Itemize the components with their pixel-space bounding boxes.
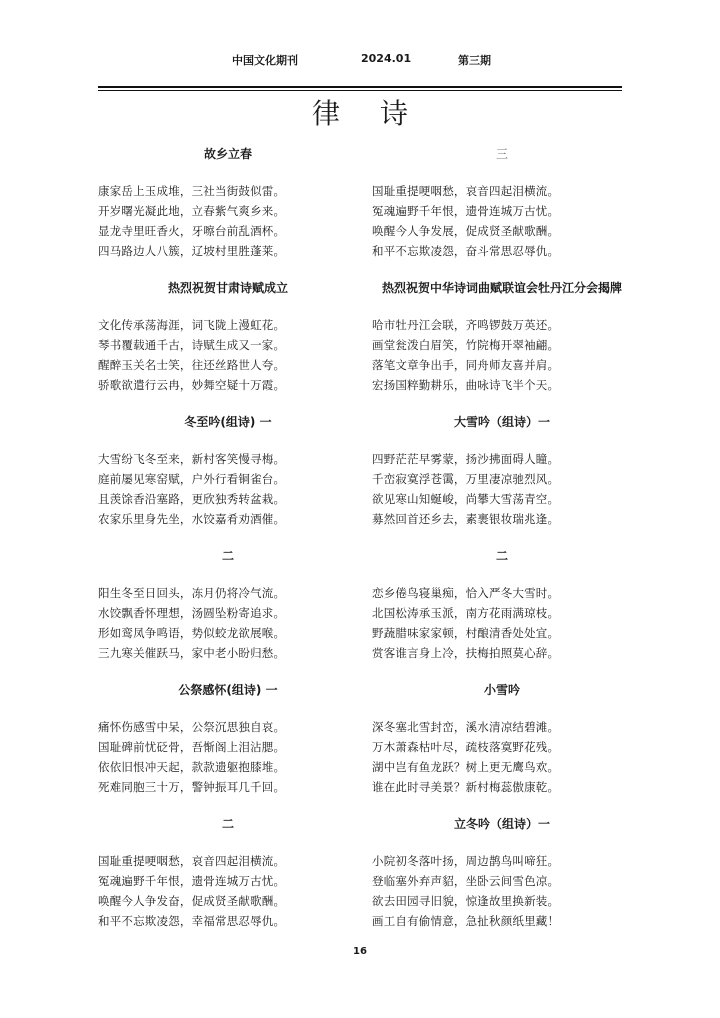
poem-line: 哈市牡丹江会联，齐鸣锣鼓万英还。 — [372, 318, 560, 332]
poem-section — [372, 681, 632, 815]
poem-title: 公祭感怀(组诗) 一 — [178, 683, 278, 697]
poem-line: 唤醒今人争发展，促成贤圣献歌酬。 — [372, 224, 560, 238]
poem-title: 故乡立春 — [203, 147, 252, 161]
poem-line: 千峦寂寞浮苍霭，万里凄凉驰烈风。 — [372, 472, 560, 486]
poem-line: 宏扬国粹勤耕乐，曲咏诗飞半个天。 — [372, 378, 560, 392]
poem-line: 显龙寺里旺香火，牙嚓台前乱酒杯。 — [98, 224, 286, 238]
left-column — [98, 145, 358, 949]
poem-body — [98, 717, 378, 797]
poem-line: 北国松涛承玉派，南方花雨满琼枝。 — [372, 606, 560, 620]
poem-title: 三 — [495, 147, 508, 161]
poem-line: 农家乐里身先坐，水饺嘉肴劝酒催。 — [98, 512, 286, 526]
poem-line: 冤魂遍野千年恨，遗骨连城万古忧。 — [372, 204, 560, 218]
poem-line: 画堂瓮泼白眉笑，竹院梅开翠袖翩。 — [372, 338, 560, 352]
poem-line: 唤醒今人争发奋，促成贤圣献歌酬。 — [98, 894, 286, 908]
poem-line: 赏客谁言身上冷，扶梅拍照莫心辞。 — [372, 646, 560, 660]
poem-body — [372, 181, 652, 261]
poem-body — [98, 315, 378, 395]
poem-line: 国耻重提哽咽愁，哀音四起泪横流。 — [98, 854, 286, 868]
poem-body — [372, 851, 652, 931]
poem-line: 小院初冬落叶扬，周边鹊鸟叫啼狂。 — [372, 854, 560, 868]
poem-line: 文化传承荡海涯，词飞陇上漫虹花。 — [98, 318, 286, 332]
poem-line: 深冬塞北雪封峦，溪水清凉结碧滩。 — [372, 720, 560, 734]
poem-line: 庭前屡见寒窑赋，户外行看铜雀台。 — [98, 472, 286, 486]
poem-line: 醒醉玉关名士笑，往还丝路世人夸。 — [98, 358, 286, 372]
poem-section — [98, 279, 358, 413]
poem-body — [372, 583, 652, 663]
poem-title: 二 — [221, 549, 234, 563]
poem-line: 和平不忘欺凌怨，幸福常思忍辱仇。 — [98, 914, 286, 928]
poem-line: 骄歌欲遣行云冉，妙舞空疑十万霞。 — [98, 378, 286, 392]
poem-line: 死难同胞三十万，警钟振耳几千回。 — [98, 780, 286, 794]
poem-line: 阳生冬至日回头，冻月仍将冷气流。 — [98, 586, 286, 600]
poem-body — [98, 851, 378, 931]
poem-line: 登临塞外弃声貂，坐卧云间雪色凉。 — [372, 874, 560, 888]
poem-line: 开岁曙光凝此地，立春紫气爽乡来。 — [98, 204, 286, 218]
poem-line: 万木萧森枯叶尽，疏枝落寞野花残。 — [372, 740, 560, 754]
right-column — [372, 145, 632, 949]
poem-line: 四马路边人八簇，辽坡村里胜蓬莱。 — [98, 244, 286, 258]
poem-line: 三九寒关催跃马，家中老小盼归愁。 — [98, 646, 286, 660]
poem-line: 琴书覆载通千古，诗赋生成又一家。 — [98, 338, 286, 352]
poem-section — [98, 145, 358, 279]
poem-line: 且羡馀香沿塞路，更欣独秀转盆栽。 — [98, 492, 286, 506]
poem-section — [98, 815, 358, 949]
poem-section — [98, 681, 358, 815]
poem-line: 欲见寒山知蜒峻，尚攀大雪荡青空。 — [372, 492, 560, 506]
poem-line: 湖中岂有鱼龙跃？树上更无鹰鸟欢。 — [372, 760, 560, 774]
poem-line: 形如鸾凤争鸣语，势似蛟龙欲展喉。 — [98, 626, 286, 640]
poem-line: 国耻重提哽咽愁，哀音四起泪横流。 — [372, 184, 560, 198]
issue-date: 2024.01 — [361, 52, 412, 65]
poem-section — [372, 547, 632, 681]
poem-title: 二 — [495, 549, 508, 563]
poem-title: 热烈祝贺甘肃诗赋成立 — [167, 281, 288, 295]
poem-line: 依依旧恨冲天起，款款遗躯抱膝堆。 — [98, 760, 286, 774]
poem-line: 画工自有偷情意，急扯秋颜纸里藏！ — [372, 914, 560, 928]
poem-line: 谁在此时寻美景？新村梅蕊傲康乾。 — [372, 780, 560, 794]
poem-line: 水饺飘香怀理想，汤圆坠粉寄追求。 — [98, 606, 286, 620]
poem-line: 冤魂遍野千年恨，遗骨连城万古忧。 — [98, 874, 286, 888]
poem-title: 热烈祝贺中华诗词曲赋联谊会牡丹江分会揭牌 — [381, 281, 622, 295]
poem-line: 恋乡倦鸟寝巢痴，恰入严冬大雪时。 — [372, 586, 560, 600]
poem-line: 野蔬腊味家家顿，村酿清香处处宜。 — [372, 626, 560, 640]
poem-body — [372, 449, 652, 529]
poem-section — [372, 815, 632, 949]
poem-body — [372, 315, 652, 395]
poem-section — [372, 145, 632, 279]
poem-line: 募然回首还乡去，素裹银妆瑞兆逢。 — [372, 512, 560, 526]
poem-line: 大雪纷飞冬至来，新村客笑慢寻梅。 — [98, 452, 286, 466]
poem-section — [98, 547, 358, 681]
poem-section — [372, 279, 632, 413]
poem-body — [372, 717, 652, 797]
poem-body — [98, 583, 378, 663]
poem-line: 欲去田园寻旧貌，惊逢故里换新装。 — [372, 894, 560, 908]
poem-line: 国耻碑前忧砭骨，吾惭阁上泪沾腮。 — [98, 740, 286, 754]
poem-title: 冬至吟(组诗) 一 — [184, 415, 272, 429]
poem-section — [98, 413, 358, 547]
header-rule-thin — [98, 90, 622, 91]
poem-title: 二 — [221, 817, 234, 831]
journal-name: 中国文化期刊 — [232, 54, 298, 67]
poem-line: 和平不忘欺凌怨，奋斗常思忍辱仇。 — [372, 244, 560, 258]
poem-line: 痛怀伤感雪中呆，公祭沉思独自哀。 — [98, 720, 286, 734]
poem-line: 康家岳上玉成堆，三社当街鼓似雷。 — [98, 184, 286, 198]
poem-title: 大雪吟（组诗）一 — [453, 415, 550, 429]
poem-body — [98, 181, 378, 261]
page-title: 律诗 — [311, 97, 448, 130]
poem-section — [372, 413, 632, 547]
poem-title: 立冬吟（组诗）一 — [453, 817, 550, 831]
issue-number: 第三期 — [458, 54, 491, 67]
poem-line: 落笔文章争出手，同舟师友喜并肩。 — [372, 358, 560, 372]
header-rule-thick — [98, 86, 622, 88]
poem-body — [98, 449, 378, 529]
page-number: 16 — [353, 946, 367, 957]
poem-line: 四野茫茫早雾蒙，扬沙拂面碍人瞳。 — [372, 452, 560, 466]
poem-title: 小雪吟 — [483, 683, 520, 697]
